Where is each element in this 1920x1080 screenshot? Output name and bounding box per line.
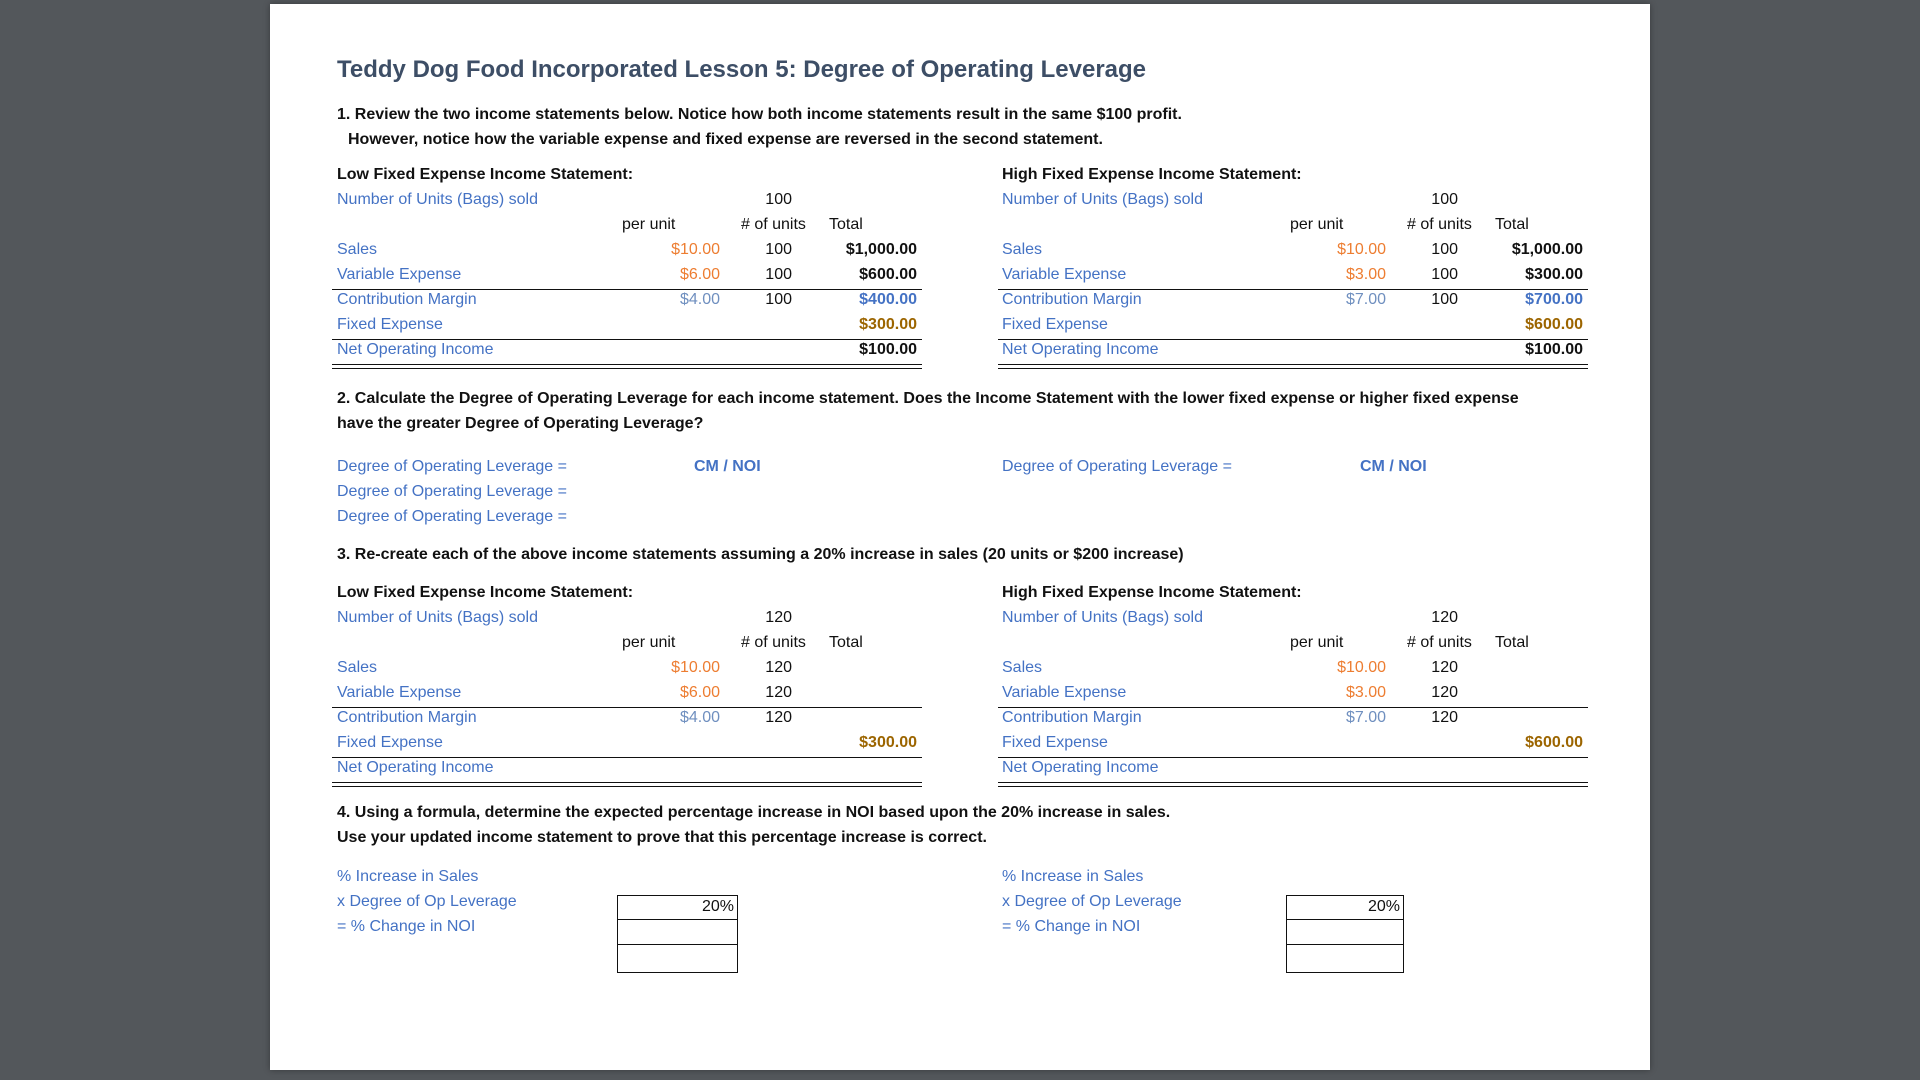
stmt1-high-noi-label: Net Operating Income <box>1002 341 1159 358</box>
stmt2-low-variable-label: Variable Expense <box>337 684 462 701</box>
stmt2-low-variable-units: 120 <box>765 684 792 701</box>
stmt1-high-variable-per: $3.00 <box>1345 266 1386 283</box>
stmt2-high-variable-units: 120 <box>1431 684 1458 701</box>
q4-left-dol-label: x Degree of Op Leverage <box>337 893 517 910</box>
stmt1-high-col-per-unit: per unit <box>1290 216 1344 233</box>
stmt1-low-col-total: Total <box>829 216 863 233</box>
q3-line: 3. Re-create each of the above income statements assuming a 20% increase in sales (20 units or $200 increase) <box>337 546 1184 563</box>
q4-right-noi-cell[interactable] <box>1287 946 1403 970</box>
stmt2-high-units-value: 120 <box>1431 609 1458 626</box>
stmt1-low-sales-per: $10.00 <box>671 241 720 258</box>
rule <box>332 757 922 758</box>
stmt1-low-variable-total: $600.00 <box>859 266 917 283</box>
double-rule <box>332 364 922 369</box>
stmt1-low-variable-units: 100 <box>765 266 792 283</box>
q4-line1: 4. Using a formula, determine the expected percentage increase in NOI based upon the 20% increase in sales. <box>337 804 1171 821</box>
stmt1-high-col-total: Total <box>1495 216 1529 233</box>
stmt2-high-cm-per: $7.00 <box>1345 709 1386 726</box>
stmt1-high-sales-units: 100 <box>1431 241 1458 258</box>
double-rule <box>998 782 1588 787</box>
stmt1-low-fixed-total: $300.00 <box>859 316 917 333</box>
stmt1-low-units-label: Number of Units (Bags) sold <box>337 191 538 208</box>
rule <box>998 757 1588 758</box>
stmt2-high-variable-per: $3.00 <box>1345 684 1386 701</box>
q4-left-noi-label: = % Change in NOI <box>337 918 476 935</box>
q4-left-dol-cell[interactable] <box>618 921 737 945</box>
q1-line2: However, notice how the variable expense and fixed expense are reversed in the second statement. <box>348 131 1103 148</box>
stmt1-low-cm-units: 100 <box>765 291 792 308</box>
stmt1-high-cm-total: $700.00 <box>1525 291 1583 308</box>
stmt2-low-col-total: Total <box>829 634 863 651</box>
stmt2-low-fixed-label: Fixed Expense <box>337 734 443 751</box>
stmt2-low-sales-units: 120 <box>765 659 792 676</box>
document-page <box>270 4 1650 1070</box>
q4-left-noi-cell[interactable] <box>618 946 737 970</box>
stmt2-low-heading: Low Fixed Expense Income Statement: <box>337 584 634 601</box>
dol-label-3: Degree of Operating Leverage = <box>337 508 567 525</box>
q4-right-dol-label: x Degree of Op Leverage <box>1002 893 1182 910</box>
dol-formula-right: CM / NOI <box>1360 458 1427 475</box>
q2-line2: have the greater Degree of Operating Leverage? <box>337 415 704 432</box>
stmt2-high-sales-units: 120 <box>1431 659 1458 676</box>
stmt1-low-heading: Low Fixed Expense Income Statement: <box>337 166 634 183</box>
q4-right-input-box <box>1286 895 1404 973</box>
q4-right-inc-sales-label: % Increase in Sales <box>1002 868 1144 885</box>
stmt1-high-sales-per: $10.00 <box>1337 241 1386 258</box>
stmt1-high-sales-label: Sales <box>1002 241 1043 258</box>
double-rule <box>332 782 922 787</box>
stmt2-high-units-label: Number of Units (Bags) sold <box>1002 609 1203 626</box>
stmt1-low-cm-label: Contribution Margin <box>337 291 477 308</box>
stmt1-high-variable-units: 100 <box>1431 266 1458 283</box>
stmt2-high-col-total: Total <box>1495 634 1529 651</box>
double-rule <box>998 364 1588 369</box>
stmt2-high-fixed-total: $600.00 <box>1525 734 1583 751</box>
stmt1-low-variable-label: Variable Expense <box>337 266 462 283</box>
stmt1-low-noi-label: Net Operating Income <box>337 341 494 358</box>
q4-left-pct-cell[interactable]: 20% <box>618 896 737 920</box>
q4-left-inc-sales-label: % Increase in Sales <box>337 868 479 885</box>
stmt1-high-cm-units: 100 <box>1431 291 1458 308</box>
stmt1-high-units-value: 100 <box>1431 191 1458 208</box>
stmt2-high-variable-label: Variable Expense <box>1002 684 1127 701</box>
stmt2-high-sales-label: Sales <box>1002 659 1043 676</box>
stmt2-high-sales-per: $10.00 <box>1337 659 1386 676</box>
page-title: Teddy Dog Food Incorporated Lesson 5: Degree of Operating Leverage <box>337 56 1147 83</box>
q2-line1: 2. Calculate the Degree of Operating Leverage for each income statement. Does the Income Statement with the lower fixed expense or higher fixed expense <box>337 390 1519 407</box>
stmt1-high-fixed-label: Fixed Expense <box>1002 316 1108 333</box>
stmt2-low-units-label: Number of Units (Bags) sold <box>337 609 538 626</box>
dol-label-2: Degree of Operating Leverage = <box>337 483 567 500</box>
rule <box>332 707 922 708</box>
stmt2-low-cm-per: $4.00 <box>679 709 720 726</box>
stmt1-high-heading: High Fixed Expense Income Statement: <box>1002 166 1302 183</box>
q4-left-input-box <box>617 895 738 973</box>
rule <box>332 339 922 340</box>
stmt1-low-col-units: # of units <box>741 216 806 233</box>
stmt1-low-sales-units: 100 <box>765 241 792 258</box>
stmt1-low-fixed-label: Fixed Expense <box>337 316 443 333</box>
stmt1-high-cm-per: $7.00 <box>1345 291 1386 308</box>
stmt2-low-fixed-total: $300.00 <box>859 734 917 751</box>
q4-right-dol-cell[interactable] <box>1287 921 1403 945</box>
rule <box>998 707 1588 708</box>
stmt2-low-col-units: # of units <box>741 634 806 651</box>
stmt2-high-noi-label: Net Operating Income <box>1002 759 1159 776</box>
q4-line2: Use your updated income statement to prove that this percentage increase is correct. <box>337 829 987 846</box>
stmt2-high-col-units: # of units <box>1407 634 1472 651</box>
stmt1-high-cm-label: Contribution Margin <box>1002 291 1142 308</box>
q1-line1: 1. Review the two income statements below. Notice how both income statements result in the same $100 profit. <box>337 106 1182 123</box>
stmt1-high-noi-total: $100.00 <box>1525 341 1583 358</box>
stmt2-high-cm-units: 120 <box>1431 709 1458 726</box>
stmt2-high-cm-label: Contribution Margin <box>1002 709 1142 726</box>
stmt1-low-sales-total: $1,000.00 <box>845 241 917 258</box>
stmt2-low-sales-label: Sales <box>337 659 378 676</box>
stmt1-high-variable-total: $300.00 <box>1525 266 1583 283</box>
stmt2-high-col-per-unit: per unit <box>1290 634 1344 651</box>
stmt2-low-sales-per: $10.00 <box>671 659 720 676</box>
stmt1-low-noi-total: $100.00 <box>859 341 917 358</box>
rule <box>998 289 1588 290</box>
stmt1-low-variable-per: $6.00 <box>679 266 720 283</box>
stmt1-low-units-value: 100 <box>765 191 792 208</box>
stmt2-low-noi-label: Net Operating Income <box>337 759 494 776</box>
rule <box>998 339 1588 340</box>
stmt2-low-units-value: 120 <box>765 609 792 626</box>
stmt2-high-fixed-label: Fixed Expense <box>1002 734 1108 751</box>
stmt2-high-heading: High Fixed Expense Income Statement: <box>1002 584 1302 601</box>
stmt2-low-col-per-unit: per unit <box>622 634 676 651</box>
dol-label-right: Degree of Operating Leverage = <box>1002 458 1232 475</box>
stmt1-low-col-per-unit: per unit <box>622 216 676 233</box>
dol-label-1: Degree of Operating Leverage = <box>337 458 567 475</box>
rule <box>332 289 922 290</box>
stmt1-low-sales-label: Sales <box>337 241 378 258</box>
q4-right-pct-cell[interactable]: 20% <box>1287 896 1403 920</box>
stmt2-low-variable-per: $6.00 <box>679 684 720 701</box>
dol-formula-left: CM / NOI <box>694 458 761 475</box>
q4-right-noi-label: = % Change in NOI <box>1002 918 1141 935</box>
stmt1-high-fixed-total: $600.00 <box>1525 316 1583 333</box>
stmt2-low-cm-label: Contribution Margin <box>337 709 477 726</box>
stmt1-high-col-units: # of units <box>1407 216 1472 233</box>
stmt1-low-cm-per: $4.00 <box>679 291 720 308</box>
stmt1-low-cm-total: $400.00 <box>859 291 917 308</box>
stmt2-low-cm-units: 120 <box>765 709 792 726</box>
stmt1-high-variable-label: Variable Expense <box>1002 266 1127 283</box>
stmt1-high-sales-total: $1,000.00 <box>1511 241 1583 258</box>
stmt1-high-units-label: Number of Units (Bags) sold <box>1002 191 1203 208</box>
